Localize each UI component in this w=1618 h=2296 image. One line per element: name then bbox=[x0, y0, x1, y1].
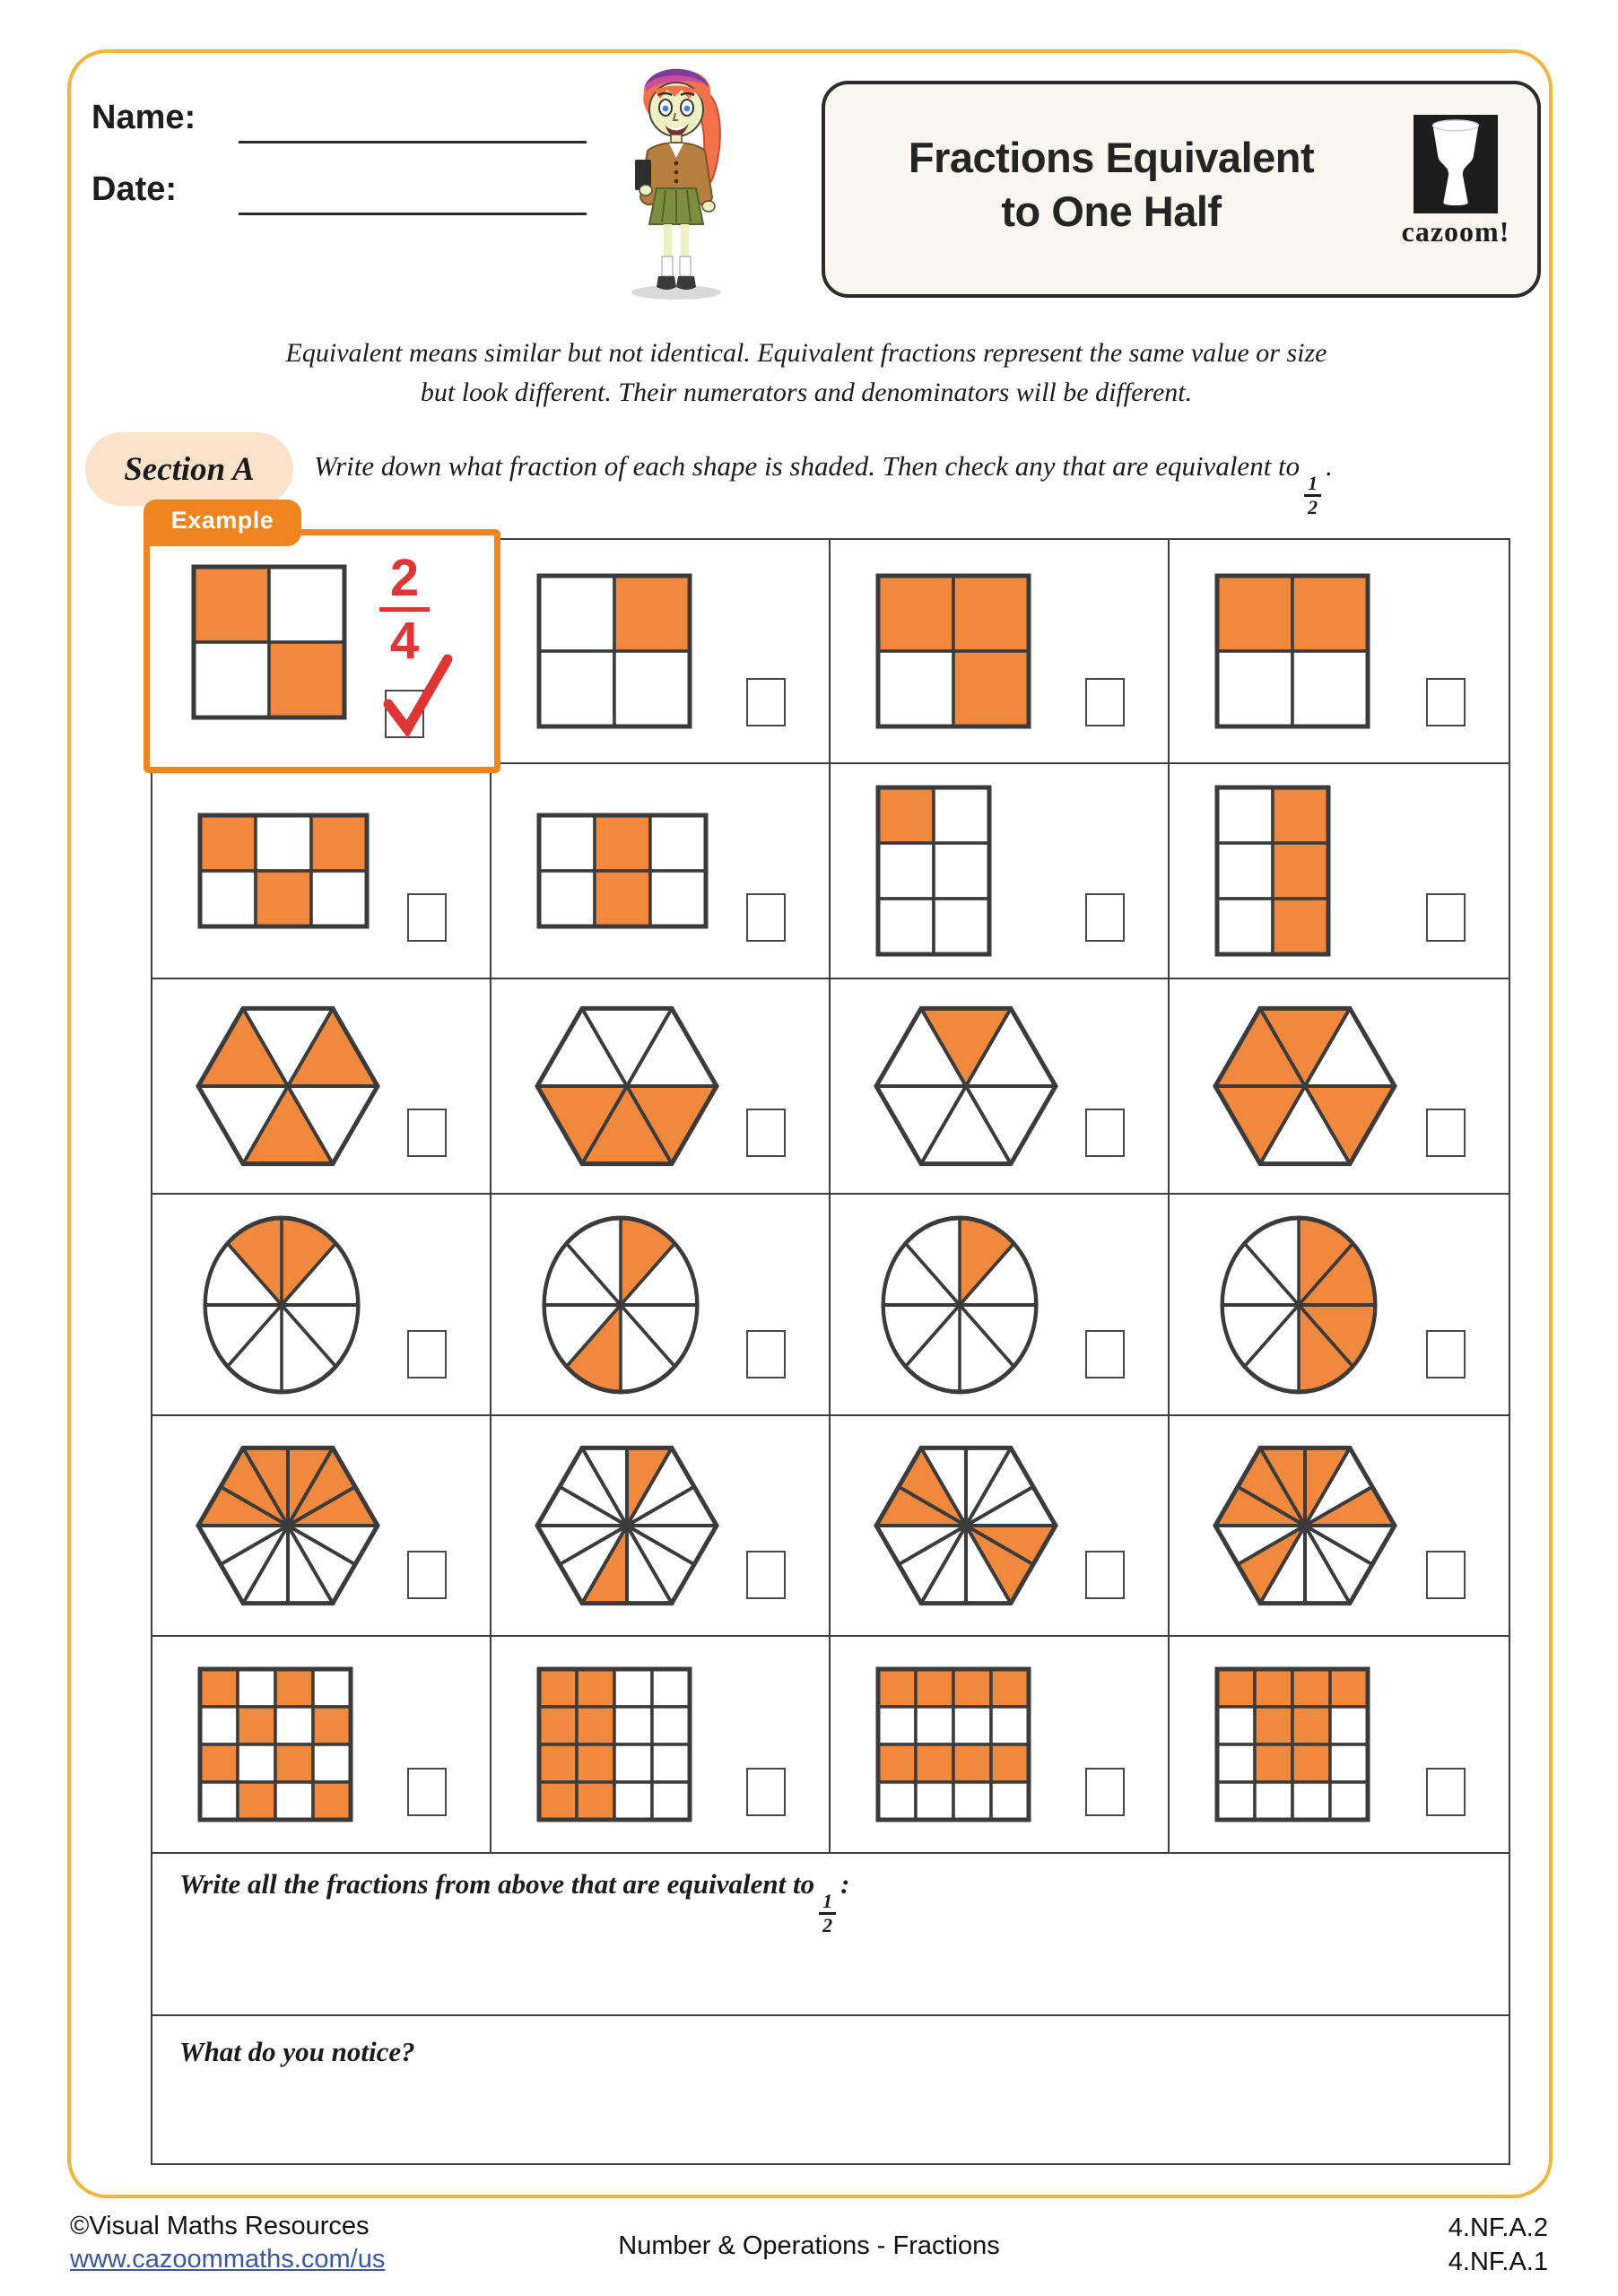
square-grid-figure bbox=[874, 783, 994, 959]
title-line-2: to One Half bbox=[1001, 187, 1222, 236]
shape-row-2 bbox=[152, 764, 1509, 979]
footer-standard-2: 4.NF.A.1 bbox=[1448, 2247, 1548, 2276]
fraction-shape bbox=[535, 811, 710, 931]
equivalent-checkbox[interactable] bbox=[1426, 678, 1466, 726]
date-input-line[interactable] bbox=[239, 213, 587, 215]
shape-cell-r2c2 bbox=[491, 764, 831, 979]
fraction-shape bbox=[196, 1213, 368, 1397]
hexagon-6-figure bbox=[535, 1004, 719, 1168]
question-notice-row[interactable] bbox=[152, 2016, 1509, 2163]
equivalent-checkbox[interactable] bbox=[1426, 1330, 1466, 1378]
equivalent-checkbox[interactable] bbox=[407, 1551, 447, 1599]
footer-copyright: ©Visual Maths Resources bbox=[70, 2212, 370, 2240]
shape-cell-r6c4 bbox=[1170, 1637, 1509, 1854]
shape-cell-r1c2 bbox=[491, 540, 831, 764]
circle-8-figure bbox=[1213, 1213, 1385, 1397]
date-label: Date: bbox=[91, 170, 178, 208]
section-a-instruction bbox=[314, 450, 1333, 518]
equivalent-checkbox[interactable] bbox=[746, 678, 786, 726]
equivalent-checkbox[interactable] bbox=[407, 893, 447, 942]
example-box bbox=[144, 507, 500, 773]
equivalent-checkbox[interactable] bbox=[1426, 1551, 1466, 1599]
shape-cell-r6c3 bbox=[831, 1637, 1170, 1854]
hexagon-12-figure bbox=[535, 1444, 719, 1607]
equivalent-checkbox[interactable] bbox=[407, 1109, 447, 1157]
shape-cell-r2c3 bbox=[831, 764, 1170, 979]
fraction-shape bbox=[535, 1444, 719, 1607]
question-1-text: Write all the fractions from above that are equivalent to bbox=[179, 1868, 815, 1900]
section-a-suffix: . bbox=[1326, 450, 1333, 482]
cazoom-logo bbox=[1397, 115, 1514, 248]
shape-cell-r6c1 bbox=[152, 1637, 491, 1854]
fraction-shape bbox=[196, 1004, 380, 1168]
equivalent-checkbox[interactable] bbox=[1426, 893, 1466, 942]
one-half-fraction: $\frac{1}{2}$ bbox=[1304, 473, 1321, 518]
intro-text bbox=[67, 334, 1545, 412]
fraction-shape bbox=[1213, 783, 1333, 959]
example-tab-label: Example bbox=[144, 500, 301, 546]
equivalent-checkbox[interactable] bbox=[746, 1109, 786, 1157]
footer-url-link[interactable]: www.cazoommaths.com/us bbox=[70, 2245, 386, 2274]
shape-cell-r3c1 bbox=[152, 979, 491, 1195]
equivalent-checkbox[interactable] bbox=[1085, 678, 1125, 726]
fraction-shape bbox=[535, 1213, 707, 1397]
equivalent-checkbox[interactable] bbox=[1085, 893, 1125, 942]
fraction-shape bbox=[874, 1444, 1058, 1607]
equivalent-checkbox[interactable] bbox=[746, 1551, 786, 1599]
footer-standards bbox=[1448, 2212, 1548, 2279]
square-grid-figure bbox=[1213, 1665, 1372, 1824]
square-grid-figure bbox=[535, 571, 694, 731]
square-grid-figure bbox=[1213, 783, 1333, 959]
fraction-shape bbox=[535, 1665, 694, 1824]
example-answer-fraction: 2 4 bbox=[361, 552, 448, 667]
shape-row-1 bbox=[152, 507, 1509, 764]
fraction-shape bbox=[874, 783, 994, 959]
equivalent-checkbox[interactable] bbox=[1426, 1768, 1466, 1816]
circle-8-figure bbox=[874, 1213, 1046, 1397]
shape-cell-r4c2 bbox=[491, 1195, 831, 1416]
shape-row-4 bbox=[152, 1195, 1509, 1416]
hexagon-12-figure bbox=[1213, 1444, 1397, 1607]
intro-line-2: but look different. Their numerators and denominators will be different. bbox=[420, 377, 1193, 407]
question-1-suffix: : bbox=[840, 1868, 850, 1900]
shape-cell-r5c2 bbox=[491, 1416, 831, 1637]
square-grid-figure bbox=[535, 1665, 694, 1824]
equivalent-checkbox[interactable] bbox=[1085, 1768, 1125, 1816]
fraction-shapes-table bbox=[151, 507, 1510, 2165]
hexagon-12-figure bbox=[874, 1444, 1058, 1607]
shape-row-6 bbox=[152, 1637, 1509, 1854]
shape-row-3 bbox=[152, 979, 1509, 1195]
footer-topic: Number & Operations - Fractions bbox=[618, 2231, 1000, 2260]
fraction-shape bbox=[196, 811, 371, 931]
shape-cell-r3c3 bbox=[831, 979, 1170, 1195]
equivalent-checkbox[interactable] bbox=[746, 1330, 786, 1378]
equivalent-checkbox[interactable] bbox=[385, 690, 424, 738]
section-a-instruction-text: Write down what fraction of each shape is shaded. Then check any that are equivalent to bbox=[314, 450, 1300, 482]
hexagon-6-figure bbox=[196, 1004, 380, 1168]
student-character-illustration bbox=[588, 45, 764, 301]
shape-cell-r3c2 bbox=[491, 979, 831, 1195]
fraction-shape bbox=[1213, 1213, 1385, 1397]
fraction-shape bbox=[874, 1665, 1033, 1824]
question-1-one-half-fraction: $\frac{1}{2}$ bbox=[819, 1891, 836, 1936]
fraction-shape bbox=[196, 1665, 355, 1824]
fraction-shape bbox=[1213, 571, 1372, 731]
square-grid-figure bbox=[196, 811, 371, 931]
fraction-shape bbox=[874, 571, 1033, 731]
equivalent-checkbox[interactable] bbox=[1085, 1330, 1125, 1378]
fraction-shape bbox=[535, 1004, 719, 1168]
worksheet-title bbox=[847, 131, 1376, 239]
equivalent-checkbox[interactable] bbox=[1085, 1109, 1125, 1157]
shape-cell-r6c2 bbox=[491, 1637, 831, 1854]
shape-cell-r1c4 bbox=[1170, 540, 1509, 764]
shape-cell-r1c1 bbox=[152, 507, 491, 764]
square-grid-figure bbox=[874, 571, 1033, 731]
square-grid-figure bbox=[874, 1665, 1033, 1824]
square-grid-figure bbox=[1213, 571, 1372, 731]
equivalent-checkbox[interactable] bbox=[746, 893, 786, 942]
shape-cell-r5c1 bbox=[152, 1416, 491, 1637]
fraction-shape bbox=[1213, 1665, 1372, 1824]
shape-cell-r2c4 bbox=[1170, 764, 1509, 979]
equivalent-checkbox[interactable] bbox=[407, 1768, 447, 1816]
shape-cell-r1c3 bbox=[831, 540, 1170, 764]
equivalent-checkbox[interactable] bbox=[746, 1768, 786, 1816]
equivalent-checkbox[interactable] bbox=[407, 1330, 447, 1378]
shape-row-5 bbox=[152, 1416, 1509, 1637]
intro-line-1: Equivalent means similar but not identical. Equivalent fractions represent the same value or size bbox=[285, 338, 1327, 368]
cazoom-drum-icon bbox=[1414, 115, 1498, 213]
footer-standard-1: 4.NF.A.2 bbox=[1448, 2213, 1548, 2242]
fraction-shape bbox=[1213, 1444, 1397, 1607]
square-grid-figure bbox=[535, 811, 710, 931]
equivalent-checkbox[interactable] bbox=[1085, 1551, 1125, 1599]
cazoom-logo-text: cazoom! bbox=[1401, 215, 1510, 248]
shape-grid bbox=[152, 507, 1509, 1854]
title-line-1: Fractions Equivalent bbox=[908, 134, 1315, 181]
name-label: Name: bbox=[91, 99, 196, 136]
hexagon-6-figure bbox=[1213, 1004, 1397, 1168]
fraction-shape bbox=[535, 571, 694, 731]
section-a-badge: Section A bbox=[85, 432, 293, 506]
hexagon-6-figure bbox=[874, 1004, 1058, 1168]
worksheet-title-box bbox=[822, 81, 1541, 298]
circle-8-figure bbox=[535, 1213, 707, 1397]
fraction-shape bbox=[874, 1004, 1058, 1168]
shape-cell-r4c4 bbox=[1170, 1195, 1509, 1416]
shape-cell-r5c3 bbox=[831, 1416, 1170, 1637]
question-equivalent-fractions-row[interactable] bbox=[152, 1854, 1509, 2016]
circle-8-figure bbox=[196, 1213, 368, 1397]
fraction-shape bbox=[196, 1444, 380, 1607]
name-input-line[interactable] bbox=[239, 141, 587, 144]
square-grid-figure bbox=[196, 1665, 355, 1824]
example-checkmark-icon bbox=[378, 645, 455, 740]
question-2-text: What do you notice? bbox=[179, 2036, 415, 2067]
fraction-shape bbox=[1213, 1004, 1397, 1168]
shape-cell-r3c4 bbox=[1170, 979, 1509, 1195]
shape-cell-r2c1 bbox=[152, 764, 491, 979]
fraction-shape bbox=[874, 1213, 1046, 1397]
shape-cell-r4c3 bbox=[831, 1195, 1170, 1416]
shape-cell-r4c1 bbox=[152, 1195, 491, 1416]
square-grid-figure bbox=[189, 562, 349, 722]
hexagon-12-figure bbox=[196, 1444, 380, 1607]
shape-cell-r5c4 bbox=[1170, 1416, 1509, 1637]
fraction-shape bbox=[189, 562, 349, 722]
equivalent-checkbox[interactable] bbox=[1426, 1109, 1466, 1157]
